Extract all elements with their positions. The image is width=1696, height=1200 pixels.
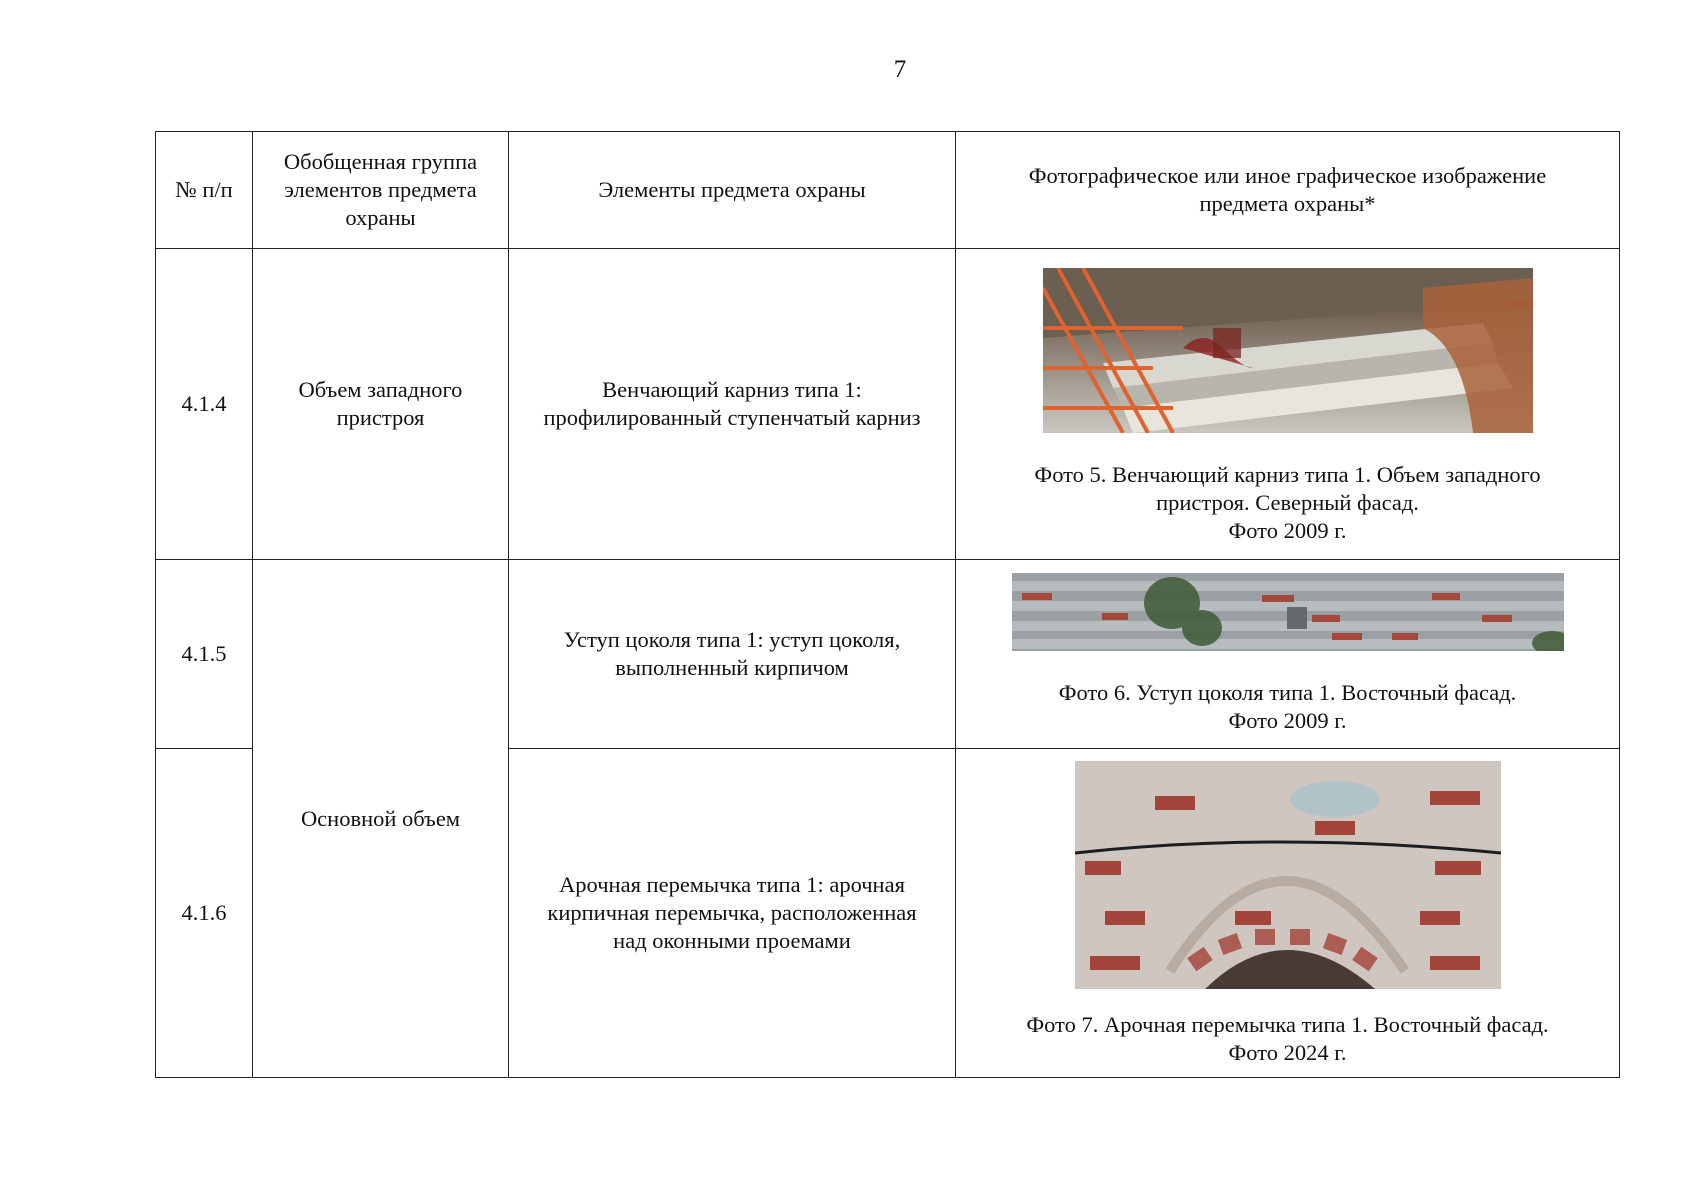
row-photo-cell: [956, 749, 1620, 1078]
row-photo-cell: [956, 249, 1620, 560]
protection-table: [155, 131, 1620, 1078]
row-number: 4.1.4: [156, 249, 253, 560]
photo-caption: Фото 7. Арочная перемычка типа 1. Восточный фасад. Фото 2024 г.: [1026, 1012, 1549, 1065]
header-image: Фотографическое или иное графическое изображение предмета охраны*: [956, 132, 1620, 249]
photo-caption: Фото 6. Уступ цоколя типа 1. Восточный фасад. Фото 2009 г.: [1058, 680, 1517, 733]
cornice-photo-icon: [1043, 268, 1533, 433]
plinth-ledge-photo-icon: [1012, 573, 1564, 651]
row-element: Венчающий карниз типа 1: профилированный ступенчатый карниз: [509, 249, 956, 560]
header-elements: Элементы предмета охраны: [509, 132, 956, 249]
table-row: [156, 560, 1620, 749]
header-number: № п/п: [156, 132, 253, 249]
photo-caption: Фото 5. Венчающий карниз типа 1. Объем западного пристроя. Северный фасад. Фото 2009 г.: [1034, 461, 1541, 543]
row-element: Уступ цоколя типа 1: уступ цоколя, выполненный кирпичом: [509, 560, 956, 749]
row-number: 4.1.5: [156, 560, 253, 749]
table-header-row: [156, 132, 1620, 249]
row-number: 4.1.6: [156, 749, 253, 1078]
row-photo-cell: [956, 560, 1620, 749]
row-element: Арочная перемычка типа 1: арочная кирпичная перемычка, расположенная над оконными проемами: [509, 749, 956, 1078]
page-number: 7: [893, 56, 907, 83]
table-row: [156, 249, 1620, 560]
row-group: Объем западного пристроя: [253, 249, 509, 560]
arched-lintel-photo-icon: [1075, 761, 1501, 989]
header-group: Обобщенная группа элементов предмета охраны: [253, 132, 509, 249]
row-group: Основной объем: [253, 560, 509, 1078]
